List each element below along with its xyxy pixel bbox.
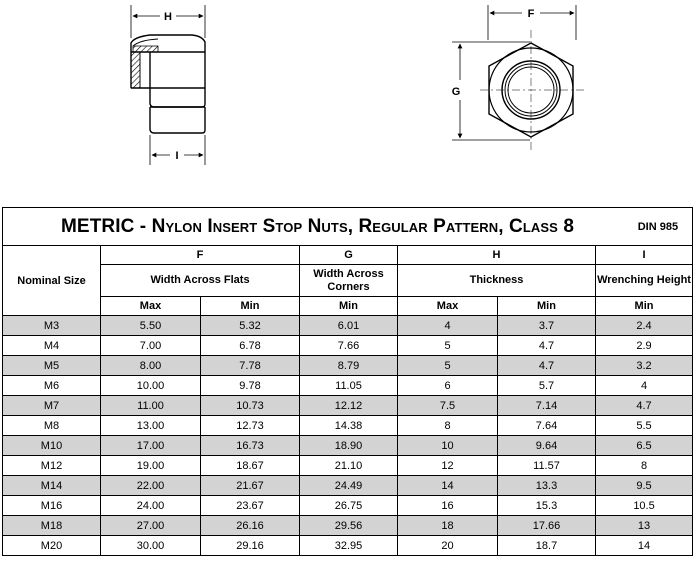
cell-size: M20 xyxy=(3,536,101,556)
sub-header-f-min: Min xyxy=(201,297,300,316)
table-row xyxy=(3,536,693,556)
cell-f-min: 9.78 xyxy=(201,376,300,396)
cell-g-min: 32.95 xyxy=(300,536,398,556)
table-row xyxy=(3,496,693,516)
side-view xyxy=(131,5,205,165)
cell-i-min: 8 xyxy=(596,456,693,476)
cell-h-max: 4 xyxy=(398,316,498,336)
cell-h-min: 17.66 xyxy=(498,516,596,536)
sub-header-i-min: Min xyxy=(596,297,693,316)
col-name-width-flats: Width Across Flats xyxy=(101,265,300,297)
table-row xyxy=(3,376,693,396)
cell-f-max: 11.00 xyxy=(101,396,201,416)
cell-h-max: 6 xyxy=(398,376,498,396)
cell-f-max: 27.00 xyxy=(101,516,201,536)
cell-h-min: 4.7 xyxy=(498,336,596,356)
nut-technical-drawing xyxy=(0,0,695,200)
cell-f-min: 18.67 xyxy=(201,456,300,476)
cell-i-min: 2.9 xyxy=(596,336,693,356)
cell-h-min: 4.7 xyxy=(498,356,596,376)
cell-h-min: 18.7 xyxy=(498,536,596,556)
cell-i-min: 4.7 xyxy=(596,396,693,416)
cell-f-max: 19.00 xyxy=(101,456,201,476)
cell-f-min: 12.73 xyxy=(201,416,300,436)
dim-label-i: I xyxy=(175,150,179,162)
table-row xyxy=(3,436,693,456)
cell-f-min: 21.67 xyxy=(201,476,300,496)
cell-i-min: 6.5 xyxy=(596,436,693,456)
cell-h-max: 10 xyxy=(398,436,498,456)
metric-nut-spec-table xyxy=(2,207,693,556)
cell-f-max: 22.00 xyxy=(101,476,201,496)
cell-g-min: 21.10 xyxy=(300,456,398,476)
cell-h-max: 5 xyxy=(398,356,498,376)
cell-h-min: 11.57 xyxy=(498,456,596,476)
cell-h-max: 5 xyxy=(398,336,498,356)
table-row xyxy=(3,316,693,336)
cell-h-max: 16 xyxy=(398,496,498,516)
table-row xyxy=(3,336,693,356)
cell-size: M12 xyxy=(3,456,101,476)
cell-f-max: 17.00 xyxy=(101,436,201,456)
col-name-wrenching-height: Wrenching Height xyxy=(596,265,693,297)
cell-size: M16 xyxy=(3,496,101,516)
cell-f-min: 26.16 xyxy=(201,516,300,536)
cell-f-min: 6.78 xyxy=(201,336,300,356)
col-name-width-corners: Width Across Corners xyxy=(300,265,398,297)
cell-f-min: 23.67 xyxy=(201,496,300,516)
table-row xyxy=(3,396,693,416)
cell-f-max: 24.00 xyxy=(101,496,201,516)
cell-f-min: 7.78 xyxy=(201,356,300,376)
col-letter-g: G xyxy=(300,246,398,265)
cell-size: M4 xyxy=(3,336,101,356)
cell-i-min: 3.2 xyxy=(596,356,693,376)
cell-f-max: 8.00 xyxy=(101,356,201,376)
cell-f-min: 16.73 xyxy=(201,436,300,456)
dim-label-h: H xyxy=(164,11,172,23)
table-row xyxy=(3,476,693,496)
cell-f-max: 30.00 xyxy=(101,536,201,556)
cell-f-max: 10.00 xyxy=(101,376,201,396)
cell-g-min: 24.49 xyxy=(300,476,398,496)
cell-h-min: 13.3 xyxy=(498,476,596,496)
cell-f-min: 5.32 xyxy=(201,316,300,336)
table-row xyxy=(3,516,693,536)
cell-h-min: 7.14 xyxy=(498,396,596,416)
table-row xyxy=(3,456,693,476)
cell-h-min: 7.64 xyxy=(498,416,596,436)
cell-size: M18 xyxy=(3,516,101,536)
standard-label: DIN 985 xyxy=(637,221,679,233)
top-view xyxy=(452,5,585,150)
cell-i-min: 14 xyxy=(596,536,693,556)
table-body xyxy=(3,316,693,556)
cell-i-min: 9.5 xyxy=(596,476,693,496)
cell-h-min: 3.7 xyxy=(498,316,596,336)
cell-g-min: 14.38 xyxy=(300,416,398,436)
dim-label-f: F xyxy=(527,8,535,20)
table-row xyxy=(3,356,693,376)
cell-f-max: 13.00 xyxy=(101,416,201,436)
table-title: METRIC - Nylon Insert Stop Nuts, Regular Pattern, Class 8 xyxy=(61,215,574,237)
table-row xyxy=(3,416,693,436)
col-name-thickness: Thickness xyxy=(398,265,596,297)
cell-g-min: 11.05 xyxy=(300,376,398,396)
cell-size: M8 xyxy=(3,416,101,436)
sub-header-h-min: Min xyxy=(498,297,596,316)
cell-size: M3 xyxy=(3,316,101,336)
cell-i-min: 5.5 xyxy=(596,416,693,436)
cell-f-min: 29.16 xyxy=(201,536,300,556)
cell-i-min: 2.4 xyxy=(596,316,693,336)
cell-g-min: 6.01 xyxy=(300,316,398,336)
col-letter-i: I xyxy=(596,246,693,265)
table-title-cell xyxy=(3,208,693,246)
cell-h-max: 8 xyxy=(398,416,498,436)
cell-h-min: 15.3 xyxy=(498,496,596,516)
cell-i-min: 13 xyxy=(596,516,693,536)
cell-size: M7 xyxy=(3,396,101,416)
cell-g-min: 26.75 xyxy=(300,496,398,516)
cell-size: M6 xyxy=(3,376,101,396)
cell-size: M10 xyxy=(3,436,101,456)
cell-h-min: 5.7 xyxy=(498,376,596,396)
cell-g-min: 18.90 xyxy=(300,436,398,456)
cell-g-min: 7.66 xyxy=(300,336,398,356)
cell-g-min: 8.79 xyxy=(300,356,398,376)
cell-h-max: 18 xyxy=(398,516,498,536)
sub-header-h-max: Max xyxy=(398,297,498,316)
cell-size: M5 xyxy=(3,356,101,376)
cell-i-min: 10.5 xyxy=(596,496,693,516)
sub-header-f-max: Max xyxy=(101,297,201,316)
col-letter-h: H xyxy=(398,246,596,265)
cell-h-min: 9.64 xyxy=(498,436,596,456)
cell-size: M14 xyxy=(3,476,101,496)
cell-g-min: 12.12 xyxy=(300,396,398,416)
cell-g-min: 29.56 xyxy=(300,516,398,536)
cell-h-max: 7.5 xyxy=(398,396,498,416)
dim-label-g: G xyxy=(451,86,461,98)
cell-h-max: 12 xyxy=(398,456,498,476)
nominal-size-header: Nominal Size xyxy=(3,246,101,316)
cell-f-max: 7.00 xyxy=(101,336,201,356)
cell-h-max: 14 xyxy=(398,476,498,496)
col-letter-f: F xyxy=(101,246,300,265)
cell-f-max: 5.50 xyxy=(101,316,201,336)
sub-header-g-min: Min xyxy=(300,297,398,316)
cell-f-min: 10.73 xyxy=(201,396,300,416)
cell-i-min: 4 xyxy=(596,376,693,396)
cell-h-max: 20 xyxy=(398,536,498,556)
